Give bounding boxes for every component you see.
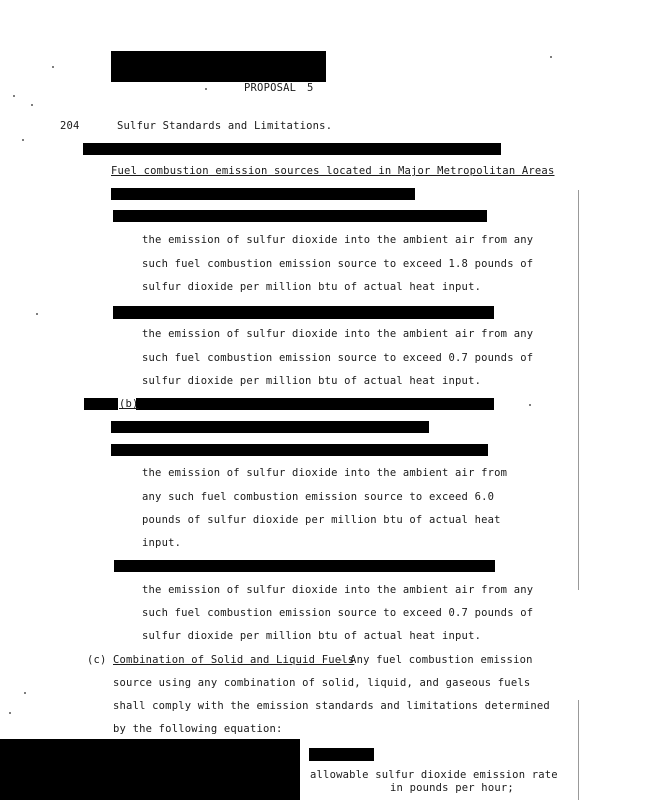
paragraph-line: the emission of sulfur dioxide into the ambient air from xyxy=(142,467,508,479)
redaction-bar xyxy=(0,739,300,800)
paragraph-line: the emission of sulfur dioxide into the ambient air from any xyxy=(142,584,534,596)
redaction-bar xyxy=(113,306,494,319)
subsection-line: by the following equation: xyxy=(113,723,283,735)
scan-speck xyxy=(24,692,26,694)
paragraph-line: input. xyxy=(142,537,182,549)
scan-speck xyxy=(550,56,552,58)
redaction-bar xyxy=(84,398,118,410)
fuel-heading: Fuel combustion emission sources located in Major Metropolitan Areas xyxy=(111,165,555,177)
paragraph-line: such fuel combustion emission source to exceed 0.7 pounds of xyxy=(142,352,534,364)
subsection-line: source using any combination of solid, liquid, and gaseous fuels xyxy=(113,677,531,689)
scan-speck xyxy=(13,95,15,97)
scan-speck xyxy=(22,139,24,141)
redaction-bar xyxy=(111,188,415,200)
redaction-bar xyxy=(83,143,501,155)
subsection-marker: (c) xyxy=(87,654,107,666)
redaction-bar xyxy=(111,444,488,456)
page-number: 5 xyxy=(307,82,314,94)
paragraph-line: pounds of sulfur dioxide per million btu of actual heat xyxy=(142,514,501,526)
paragraph-line: sulfur dioxide per million btu of actual heat input. xyxy=(142,630,482,642)
footnote-line: in pounds per hour; xyxy=(390,782,514,794)
paragraph-line: sulfur dioxide per million btu of actual heat input. xyxy=(142,281,482,293)
subsection-line: - Any fuel combustion emission xyxy=(337,654,533,666)
section-title: Sulfur Standards and Limitations. xyxy=(117,120,333,132)
subsection-heading: Combination of Solid and Liquid Fuels xyxy=(113,654,355,666)
page-header-label: PROPOSAL xyxy=(244,82,297,94)
paragraph-line: any such fuel combustion emission source to exceed 6.0 xyxy=(142,491,495,503)
footnote-line: allowable sulfur dioxide emission rate xyxy=(310,769,558,781)
scan-speck xyxy=(36,313,38,315)
scan-speck xyxy=(205,88,207,90)
scan-speck xyxy=(529,404,531,406)
redaction-bar xyxy=(113,210,487,222)
scan-speck xyxy=(52,66,54,68)
redaction-bar xyxy=(111,421,429,433)
paragraph-line: sulfur dioxide per million btu of actual heat input. xyxy=(142,375,482,387)
section-number: 204 xyxy=(60,120,80,132)
redaction-bar xyxy=(114,560,495,572)
redaction-bar xyxy=(136,398,494,410)
redaction-bar xyxy=(309,748,374,761)
redaction-bar xyxy=(111,51,326,82)
scan-speck xyxy=(9,712,11,714)
paragraph-line: such fuel combustion emission source to exceed 0.7 pounds of xyxy=(142,607,534,619)
scan-edge-line xyxy=(578,190,579,590)
scan-speck xyxy=(31,104,33,106)
subsection-label: (b) xyxy=(119,398,139,410)
paragraph-line: such fuel combustion emission source to exceed 1.8 pounds of xyxy=(142,258,534,270)
paragraph-line: the emission of sulfur dioxide into the ambient air from any xyxy=(142,328,534,340)
scan-edge-line xyxy=(578,700,579,800)
subsection-line: shall comply with the emission standards and limitations determined xyxy=(113,700,550,712)
paragraph-line: the emission of sulfur dioxide into the ambient air from any xyxy=(142,234,534,246)
